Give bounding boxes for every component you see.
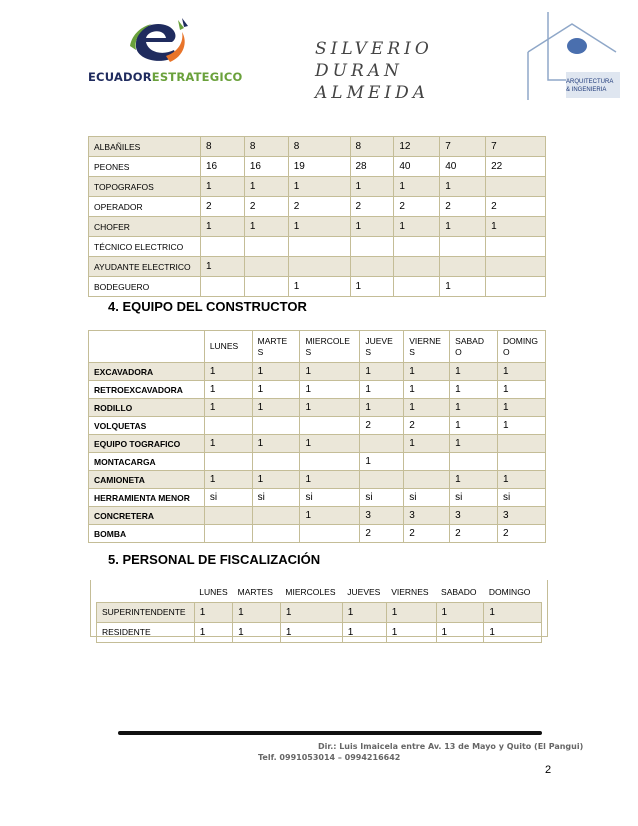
- table-row: [89, 177, 546, 197]
- table-cell: 1: [440, 217, 486, 237]
- table-cell: [200, 277, 244, 297]
- table-cell: 1: [244, 217, 288, 237]
- row-label: CAMIONETA: [89, 471, 205, 489]
- table-cell: 1: [360, 381, 404, 399]
- table-cell: [486, 177, 546, 197]
- column-header: VIERNE S: [404, 331, 450, 363]
- table-cell: 1: [440, 177, 486, 197]
- page-number: 2: [545, 764, 552, 776]
- table-cell: [252, 417, 300, 435]
- arquitectura-label: [566, 78, 636, 94]
- row-label: OPERADOR: [89, 197, 201, 217]
- table-cell: [300, 417, 360, 435]
- table-cell: 1: [194, 602, 232, 622]
- column-header: LUNES: [204, 331, 252, 363]
- row-label: ALBAÑILES: [89, 137, 201, 157]
- table-cell: [486, 237, 546, 257]
- table-header-row: [89, 331, 546, 363]
- table-cell: [244, 237, 288, 257]
- table-cell: [288, 257, 350, 277]
- table-row: [89, 417, 546, 435]
- table-cell: 1: [450, 435, 498, 453]
- table-cell: 19: [288, 157, 350, 177]
- table-cell: [252, 453, 300, 471]
- table-row: [89, 157, 546, 177]
- table-cell: [394, 257, 440, 277]
- table-cell: 2: [288, 197, 350, 217]
- section-4-title: 4. EQUIPO DEL CONSTRUCTOR: [108, 299, 307, 314]
- table-row: [89, 525, 546, 543]
- table-cell: 1: [404, 363, 450, 381]
- table-cell: 8: [288, 137, 350, 157]
- row-label: TOPOGRAFOS: [89, 177, 201, 197]
- table-cell: si: [450, 489, 498, 507]
- row-label: CONCRETERA: [89, 507, 205, 525]
- table-cell: 1: [200, 217, 244, 237]
- table-cell: 1: [342, 602, 386, 622]
- table-cell: 1: [394, 217, 440, 237]
- table-cell: 12: [394, 137, 440, 157]
- row-label: BOMBA: [89, 525, 205, 543]
- table-cell: [204, 507, 252, 525]
- table-cell: 1: [280, 622, 342, 642]
- column-header: MIERCOLE S: [300, 331, 360, 363]
- table-cell: 2: [404, 525, 450, 543]
- table-row: [89, 471, 546, 489]
- table-cell: 1: [436, 622, 484, 642]
- table-cell: 1: [252, 399, 300, 417]
- table-cell: 8: [350, 137, 394, 157]
- table-row: [89, 363, 546, 381]
- row-label: RESIDENTE: [97, 622, 195, 642]
- footer-address: Dir.: Luis Imaicela entre Av. 13 de Mayo y Quito (El Pangui): [318, 742, 584, 751]
- column-header: MARTES: [233, 582, 281, 602]
- table-cell: [440, 257, 486, 277]
- table-cell: [486, 257, 546, 277]
- table-cell: 1: [484, 602, 542, 622]
- table-cell: 1: [450, 381, 498, 399]
- table-cell: 1: [360, 363, 404, 381]
- row-label: PEONES: [89, 157, 201, 177]
- table-cell: 1: [440, 277, 486, 297]
- table-cell: [244, 257, 288, 277]
- table-cell: 2: [360, 525, 404, 543]
- table-cell: si: [300, 489, 360, 507]
- signature-line-2: ALMEIDA: [315, 83, 430, 103]
- ecuador-estrategico-emblem-icon: [126, 16, 192, 66]
- table-cell: 1: [300, 363, 360, 381]
- table-cell: 22: [486, 157, 546, 177]
- table-cell: 1: [200, 177, 244, 197]
- table-cell: [252, 525, 300, 543]
- table-cell: 2: [394, 197, 440, 217]
- table-cell: 1: [194, 622, 232, 642]
- table-cell: 1: [204, 381, 252, 399]
- table-cell: [350, 257, 394, 277]
- table-cell: 40: [440, 157, 486, 177]
- column-header: MARTE S: [252, 331, 300, 363]
- table-row: [97, 602, 542, 622]
- table-cell: 1: [252, 435, 300, 453]
- table-cell: 1: [300, 399, 360, 417]
- row-label: AYUDANTE ELECTRICO: [89, 257, 201, 277]
- footer-phones: Telf. 0991053014 – 0994216642: [258, 753, 401, 762]
- table-cell: 1: [497, 471, 545, 489]
- table-cell: 1: [280, 602, 342, 622]
- table-cell: 1: [497, 381, 545, 399]
- table-cell: 2: [404, 417, 450, 435]
- table-cell: 8: [200, 137, 244, 157]
- equipment-table: [88, 330, 546, 543]
- table-row: [89, 399, 546, 417]
- table-cell: 2: [360, 417, 404, 435]
- table-cell: [394, 237, 440, 257]
- table-cell: 3: [360, 507, 404, 525]
- row-label: BODEGUERO: [89, 277, 201, 297]
- logo-word-ecuador: ECUADOR: [88, 70, 152, 84]
- table-cell: 1: [350, 177, 394, 197]
- table-cell: 1: [288, 177, 350, 197]
- table-cell: 1: [486, 217, 546, 237]
- row-label: MONTACARGA: [89, 453, 205, 471]
- table-row: [89, 257, 546, 277]
- table-cell: 1: [350, 277, 394, 297]
- table-cell: 2: [440, 197, 486, 217]
- table-cell: 2: [244, 197, 288, 217]
- table-cell: 1: [252, 381, 300, 399]
- table-cell: 1: [497, 417, 545, 435]
- table-cell: 2: [486, 197, 546, 217]
- table-cell: [450, 453, 498, 471]
- table-cell: [360, 435, 404, 453]
- table-cell: 2: [350, 197, 394, 217]
- row-label: CHOFER: [89, 217, 201, 237]
- table-cell: si: [252, 489, 300, 507]
- table-cell: [486, 277, 546, 297]
- table-cell: 1: [404, 399, 450, 417]
- arch-label-line-2: & INGENIERIA: [566, 87, 607, 93]
- table-cell: [200, 237, 244, 257]
- table-cell: 1: [404, 381, 450, 399]
- table-cell: 1: [288, 217, 350, 237]
- table-cell: 1: [252, 471, 300, 489]
- arch-label-line-1: ARQUITECTURA: [566, 79, 614, 85]
- table-cell: [497, 453, 545, 471]
- table-row: [89, 489, 546, 507]
- table-cell: 1: [204, 471, 252, 489]
- table-cell: 1: [300, 507, 360, 525]
- table-cell: 3: [404, 507, 450, 525]
- header-blank: [97, 582, 195, 602]
- footer-rule: [118, 731, 542, 735]
- table-header-row: [97, 582, 542, 602]
- logo-word-estrategico: ESTRATEGICO: [151, 70, 243, 84]
- table-cell: si: [360, 489, 404, 507]
- table-cell: 3: [450, 507, 498, 525]
- ecuador-estrategico-logo: [88, 14, 243, 86]
- table-row: [89, 237, 546, 257]
- table-row: [89, 277, 546, 297]
- table-cell: 28: [350, 157, 394, 177]
- table-cell: si: [497, 489, 545, 507]
- row-label: SUPERINTENDENTE: [97, 602, 195, 622]
- table-cell: 1: [204, 435, 252, 453]
- table-cell: 1: [450, 363, 498, 381]
- table-row: [89, 217, 546, 237]
- table-cell: [350, 237, 394, 257]
- table-cell: 7: [440, 137, 486, 157]
- table-row: [89, 507, 546, 525]
- table-cell: [244, 277, 288, 297]
- table-cell: [360, 471, 404, 489]
- workers-table: [88, 136, 546, 297]
- table-cell: 1: [342, 622, 386, 642]
- signature: [315, 38, 525, 104]
- column-header: DOMING O: [497, 331, 545, 363]
- table-row: [89, 137, 546, 157]
- row-label: RODILLO: [89, 399, 205, 417]
- table-cell: 1: [233, 622, 281, 642]
- table-cell: si: [204, 489, 252, 507]
- table-cell: 1: [450, 399, 498, 417]
- table-cell: [204, 417, 252, 435]
- row-label: EQUIPO TOGRAFICO: [89, 435, 205, 453]
- table-cell: 1: [360, 453, 404, 471]
- table-cell: 3: [497, 507, 545, 525]
- table-row: [97, 622, 542, 642]
- row-label: RETROEXCAVADORA: [89, 381, 205, 399]
- column-header: SABADO: [436, 582, 484, 602]
- fiscalization-table: [96, 582, 542, 643]
- table-cell: 1: [404, 435, 450, 453]
- logo-wordmark: [88, 70, 243, 86]
- table-cell: [440, 237, 486, 257]
- table-cell: 1: [497, 363, 545, 381]
- signature-line-1: SILVERIO DURAN: [315, 39, 433, 81]
- row-label: HERRAMIENTA MENOR: [89, 489, 205, 507]
- table-cell: 1: [204, 363, 252, 381]
- column-header: SABAD O: [450, 331, 498, 363]
- section-5-title: 5. PERSONAL DE FISCALIZACIÓN: [108, 552, 321, 567]
- table-cell: 1: [233, 602, 281, 622]
- table-cell: 1: [450, 471, 498, 489]
- table-cell: 8: [244, 137, 288, 157]
- table-cell: 1: [484, 622, 542, 642]
- header-blank: [89, 331, 205, 363]
- table-cell: 1: [436, 602, 484, 622]
- table-cell: 1: [252, 363, 300, 381]
- column-header: LUNES: [194, 582, 232, 602]
- table-row: [89, 453, 546, 471]
- table-cell: 16: [244, 157, 288, 177]
- table-cell: [204, 453, 252, 471]
- table-cell: 1: [386, 602, 436, 622]
- column-header: DOMINGO: [484, 582, 542, 602]
- table-cell: si: [404, 489, 450, 507]
- table-cell: 1: [394, 177, 440, 197]
- table-row: [89, 381, 546, 399]
- table-cell: 1: [204, 399, 252, 417]
- table-cell: [497, 435, 545, 453]
- table-row: [89, 197, 546, 217]
- column-header: JUEVE S: [360, 331, 404, 363]
- table-cell: [404, 471, 450, 489]
- table-cell: 1: [300, 435, 360, 453]
- table-cell: 1: [288, 277, 350, 297]
- table-row: [89, 435, 546, 453]
- table-cell: 2: [497, 525, 545, 543]
- table-cell: [300, 453, 360, 471]
- table-cell: 1: [300, 381, 360, 399]
- table-cell: 1: [244, 177, 288, 197]
- column-header: VIERNES: [386, 582, 436, 602]
- table-cell: 2: [200, 197, 244, 217]
- table-cell: 7: [486, 137, 546, 157]
- table-cell: 16: [200, 157, 244, 177]
- column-header: JUEVES: [342, 582, 386, 602]
- row-label: EXCAVADORA: [89, 363, 205, 381]
- row-label: VOLQUETAS: [89, 417, 205, 435]
- table-cell: 1: [350, 217, 394, 237]
- row-label: TÉCNICO ELECTRICO: [89, 237, 201, 257]
- table-cell: 2: [450, 525, 498, 543]
- table-cell: [300, 525, 360, 543]
- table-cell: 1: [386, 622, 436, 642]
- table-cell: 1: [300, 471, 360, 489]
- column-header: MIERCOLES: [280, 582, 342, 602]
- table-cell: 40: [394, 157, 440, 177]
- table-cell: [252, 507, 300, 525]
- table-cell: 1: [497, 399, 545, 417]
- table-cell: 1: [450, 417, 498, 435]
- table-cell: [288, 237, 350, 257]
- table-cell: 1: [360, 399, 404, 417]
- table-cell: [394, 277, 440, 297]
- table-cell: [204, 525, 252, 543]
- table-cell: 1: [200, 257, 244, 277]
- table-cell: [404, 453, 450, 471]
